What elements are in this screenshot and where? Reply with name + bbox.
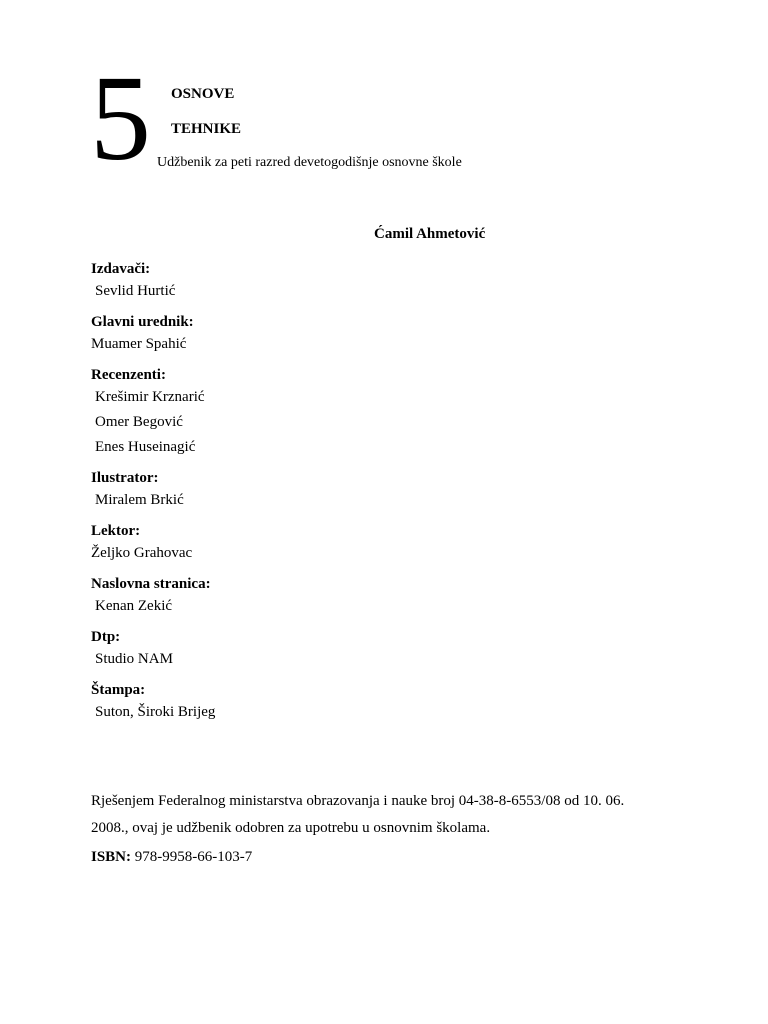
publisher-name: Sevlid Hurtić — [95, 283, 176, 299]
cover-page-section — [91, 574, 691, 619]
reviewer-name: Enes Huseinagić — [95, 439, 196, 455]
book-number: 5 — [90, 51, 151, 186]
publishers-label: Izdavači: — [91, 261, 151, 277]
publishers-section — [91, 259, 691, 304]
reviewers-label: Recenzenti: — [91, 367, 166, 383]
book-title-line-1: OSNOVE — [171, 86, 235, 102]
dtp-name: Studio NAM — [95, 651, 173, 667]
dtp-section — [91, 627, 691, 672]
approval-line-1: Rješenjem Federalnog ministarstva obrazovanja i nauke broj 04-38-8-6553/08 od 10. 06. — [91, 793, 625, 809]
print-name: Suton, Široki Brijeg — [95, 704, 216, 720]
book-subtitle: Udžbenik za peti razred devetogodišnje osnovne škole — [157, 155, 462, 170]
credits-list — [91, 259, 691, 733]
dtp-label: Dtp: — [91, 629, 121, 645]
isbn-label: ISBN: — [91, 849, 132, 865]
isbn-line — [91, 849, 252, 866]
illustrator-label: Ilustrator: — [91, 470, 159, 486]
reviewer-name: Krešimir Krznarić — [95, 389, 205, 405]
print-label: Štampa: — [91, 682, 146, 698]
editor-name: Muamer Spahić — [91, 336, 187, 352]
isbn-value: 978-9958-66-103-7 — [134, 849, 253, 865]
proofreader-name: Željko Grahovac — [91, 545, 193, 561]
print-section — [91, 680, 691, 725]
book-title-line-2: TEHNIKE — [171, 121, 242, 137]
editor-section — [91, 312, 691, 357]
proofreader-section — [91, 521, 691, 566]
reviewers-section — [91, 365, 691, 460]
approval-line-2: 2008., ovaj je udžbenik odobren za upotrebu u osnovnim školama. — [91, 820, 491, 836]
approval-statement — [91, 788, 691, 842]
proofreader-label: Lektor: — [91, 523, 141, 539]
cover-page-name: Kenan Zekić — [95, 598, 173, 614]
editor-label: Glavni urednik: — [91, 314, 194, 330]
author-name: Ćamil Ahmetović — [374, 226, 486, 242]
cover-page-label: Naslovna stranica: — [91, 576, 211, 592]
illustrator-name: Miralem Brkić — [95, 492, 184, 508]
illustrator-section — [91, 468, 691, 513]
reviewer-name: Omer Begović — [95, 414, 183, 430]
